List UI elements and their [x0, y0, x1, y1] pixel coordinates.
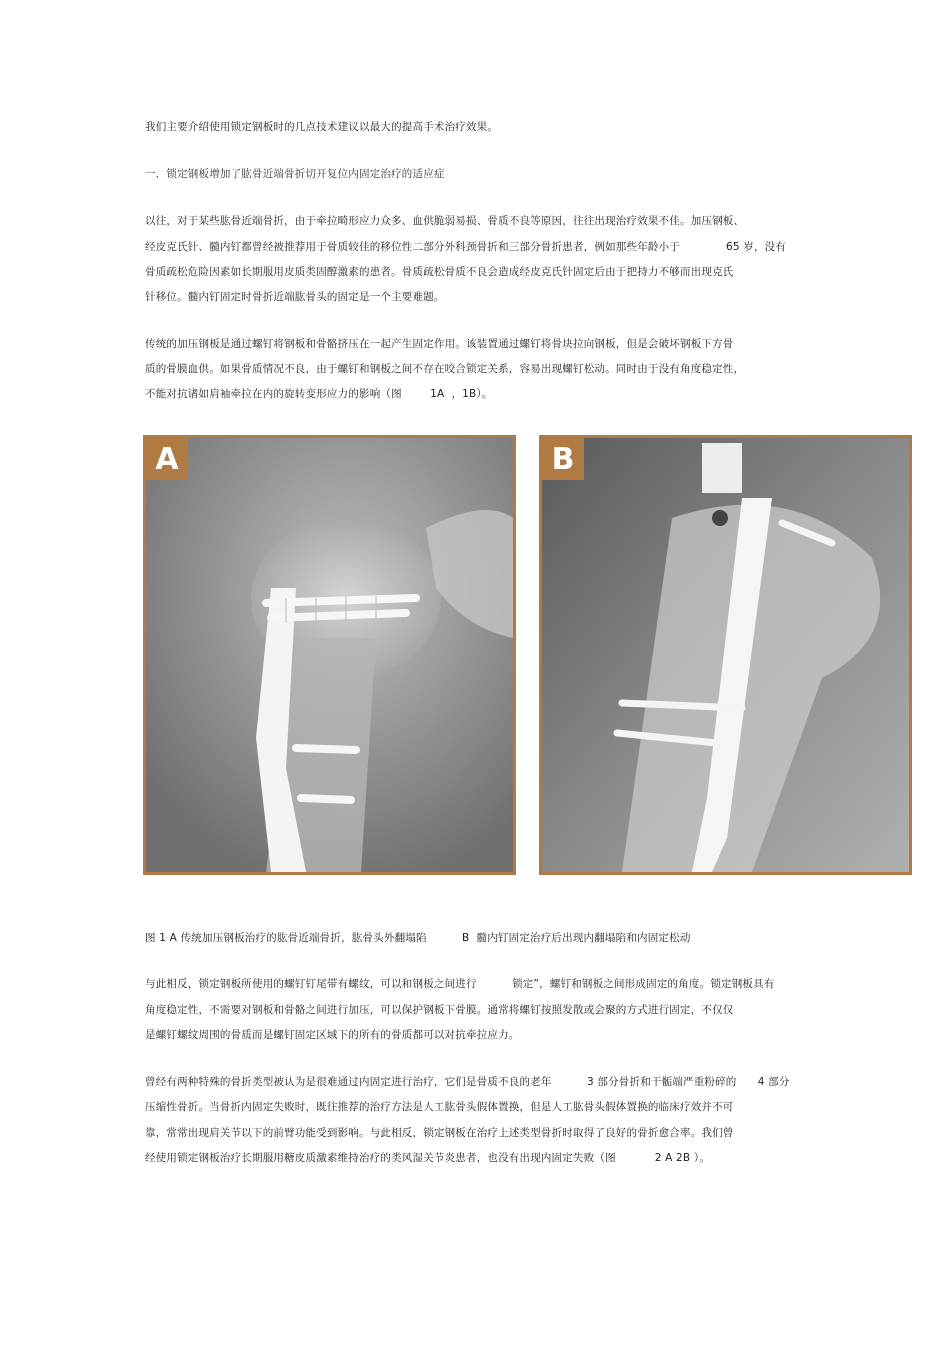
- paragraph-2-line: 不能对抗诸如肩袖牵拉在内的旋转变形应力的影响（图 1A ，1B）。: [145, 388, 493, 400]
- xray-image-b: [539, 435, 912, 875]
- intro-line: 我们主要介绍使用锁定钢板时的几点技术建议以最大的提高手术治疗效果。: [145, 121, 499, 133]
- paragraph-3-line: 与此相反，锁定钢板所使用的螺钉钉尾带有螺纹，可以和钢板之间进行 锁定”，螺钉和钢板之间形成固定的角度。锁定钢板具有: [145, 978, 775, 990]
- paragraph-1-line: 骨质疏松危险因素如长期服用皮质类固醇激素的患者。骨质疏松骨质不良会造成经皮克氏针固定后由于把持力不够而出现克氏: [145, 266, 734, 278]
- paragraph-2-line: 传统的加压钢板是通过螺钉将钢板和骨骼挤压在一起产生固定作用。该装置通过螺钉将骨块拉向钢板，但是会破坏钢板下方骨: [145, 338, 734, 350]
- figure-caption: 图 1 A 传统加压钢板治疗的肱骨近端骨折，肱骨头外翻塌陷 B 髓内钉固定治疗后出现内翻塌陷和内固定松动: [145, 932, 691, 944]
- paragraph-2-line: 质的骨膜血供。如果骨质情况不良，由于螺钉和钢板之间不存在咬合锁定关系，容易出现螺钉松动。同时由于没有角度稳定性，: [145, 363, 745, 375]
- paragraph-4-line: 经使用锁定钢板治疗长期服用糖皮质激素维持治疗的类风湿关节炎患者，也没有出现内固定失败（图 2 A 2B ）。: [145, 1152, 711, 1164]
- xray-b-drawing: [542, 438, 909, 872]
- paragraph-1-line: 经皮克氏针、髓内钉都曾经被推荐用于骨质较佳的移位性二部分外科颈骨折和三部分骨折患者，例如那些年龄小于 65 岁，没有: [145, 241, 787, 253]
- paragraph-4-line: 曾经有两种特殊的骨折类型被认为是很难通过内固定进行治疗，它们是骨质不良的老年 3 部分骨折和干骺端严重粉碎的 4 部分: [145, 1076, 790, 1088]
- figure-label-a: A: [146, 438, 188, 480]
- paragraph-3-line: 角度稳定性，不需要对钢板和骨骼之间进行加压，可以保护钢板下骨膜。通常将螺钉按照发散或会聚的方式进行固定，不仅仅: [145, 1004, 734, 1016]
- paragraph-3-line: 是螺钉螺纹周围的骨质而是螺钉固定区域下的所有的骨质都可以对抗牵拉应力。: [145, 1029, 520, 1041]
- paragraph-1-line: 以往，对于某些肱骨近端骨折，由于牵拉畸形应力众多、血供脆弱易损、骨质不良等原因，往往出现治疗效果不佳。加压钢板、: [145, 215, 745, 227]
- figure-label-b: B: [542, 438, 584, 480]
- paragraph-1-line: 针移位。髓内钉固定时骨折近端肱骨头的固定是一个主要难题。: [145, 291, 445, 303]
- paragraph-4-line: 靠，常常出现肩关节以下的前臂功能受到影响。与此相反，锁定钢板在治疗上述类型骨折时取得了良好的骨折愈合率。我们曾: [145, 1127, 734, 1139]
- section-1-heading: 一．锁定钢板增加了肱骨近端骨折切开复位内固定治疗的适应症: [145, 168, 445, 180]
- paragraph-4-line: 压缩性骨折。当骨折内固定失败时，既往推荐的治疗方法是人工肱骨头假体置换，但是人工肱骨头假体置换的临床疗效并不可: [145, 1101, 734, 1113]
- xray-a-drawing: [146, 438, 513, 872]
- xray-image-a: [143, 435, 516, 875]
